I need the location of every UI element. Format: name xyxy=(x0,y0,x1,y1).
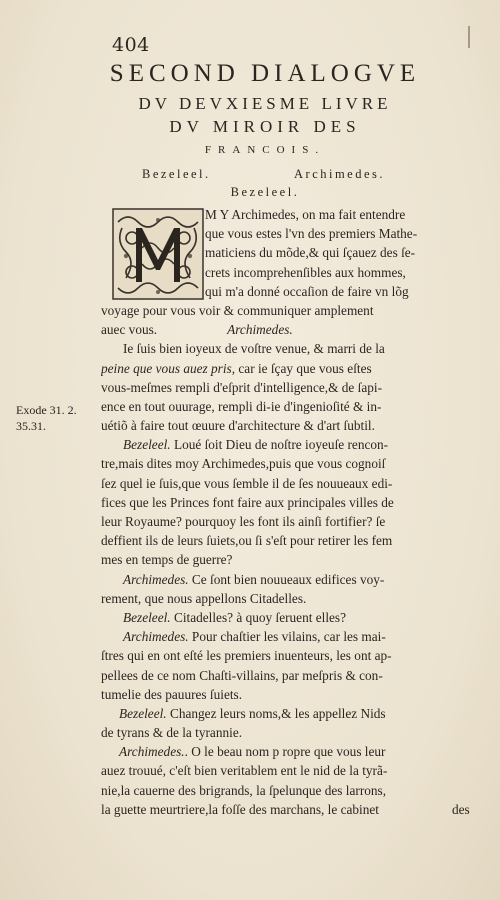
text-line: fices que les Princes font faire aux principales villes de xyxy=(101,494,394,510)
speaker-label: Archimedes. xyxy=(227,322,293,338)
page-number: 404 xyxy=(112,34,150,56)
speaker-label: Bezeleel. xyxy=(123,437,171,453)
marginal-note-line: 35.31. xyxy=(16,419,46,433)
text-run: Loué ſoit Dieu de noſtre ioyeuſe rencon- xyxy=(170,437,389,453)
text-line: leur Royaume? pourquoy les font ils ainſi fortifier? ſe xyxy=(101,514,386,529)
text-line xyxy=(101,570,481,589)
text-line: rement, que nous appellons Citadelles. xyxy=(101,590,307,606)
text-run-italic: peine que vous auez pris, xyxy=(101,360,236,376)
text-run: Citadelles? à quoy ſeruent elles? xyxy=(170,609,347,625)
catchword: des xyxy=(452,802,470,817)
speaker-center: Bezeleel. xyxy=(230,185,300,199)
heading-line-2: DV DEVXIESME LIVRE xyxy=(138,94,392,113)
text-line xyxy=(101,627,481,646)
text-line: que vous estes l'vn des premiers Mathe- xyxy=(205,226,418,242)
text-line: nie,la cauerne des brigrands, la ſpelunque des larrons, xyxy=(101,782,387,798)
text-line: ence en tout ouurage, rempli di-ie d'ingenioſité & in- xyxy=(101,398,382,414)
text-line: deffient ils de leurs ſuiets,ou ſi s'eſt pour retirer les fem xyxy=(101,533,393,549)
text-line: crets incomprehenſibles aux hommes, xyxy=(205,264,406,280)
text-line: tre,mais dites moy Archimedes,puis que vous cognoiſ xyxy=(101,456,386,472)
text-run: . O le beau nom p ropre que vous leur xyxy=(184,744,386,760)
text-line: ſtres qui en ont eſté les premiers inuenteurs, les ont ap- xyxy=(101,648,392,664)
text-run: car ie ſçay que vous eſtes xyxy=(235,360,372,376)
text-line: pellees de ce nom Chaſti-villains, par meſpris & con- xyxy=(101,667,383,683)
dialogue-text xyxy=(101,205,481,819)
heading-line-1: SECOND DIALOGVE xyxy=(109,60,421,87)
text-line: maticiens du mõde,& qui ſçauez des ſe- xyxy=(205,245,416,261)
text-line: uétiõ à faire tout œuure d'architecture & d'art ſubtil. xyxy=(101,418,375,434)
text-line: Ie ſuis bien ioyeux de voſtre venue, & marri de la xyxy=(123,341,385,357)
speaker-label: Archimedes. xyxy=(119,744,185,760)
text-line: qui m'a donné occaſion de faire vn lõg xyxy=(205,283,409,299)
text-run: auec vous. xyxy=(101,322,158,338)
text-line: tumelie des pauures ſuiets. xyxy=(101,686,243,702)
text-run: Ce ſont bien nouueaux edifices voy- xyxy=(188,571,385,587)
text-run: Pour chaſtier les vilains, car les mai- xyxy=(188,629,386,645)
heading-line-3: DV MIROIR DES xyxy=(169,117,361,136)
speaker-label: Archimedes. xyxy=(123,629,189,645)
marginal-note xyxy=(16,402,77,434)
speaker-label: Bezeleel. xyxy=(119,705,167,721)
text-line: vous-meſmes rempli d'eſprit d'intelligence,& de ſapi- xyxy=(101,379,382,395)
text-line xyxy=(101,742,481,761)
text-run: Changez leurs noms,& les appellez Nids xyxy=(166,705,386,721)
text-line: voyage pour vous voir & communiquer amplement xyxy=(101,302,374,318)
text-line: ſez quel ie ſuis,que vous ſemble il de ſes nouueaux edi- xyxy=(101,475,393,491)
text-line: la guette meurtriere,la foſſe des marchans, le cabinet xyxy=(101,801,379,817)
page-edge-mark xyxy=(468,26,470,48)
text-line xyxy=(101,435,481,454)
speaker-label: Archimedes. xyxy=(123,571,189,587)
text-line: M Y Archimedes, on ma fait entendre xyxy=(205,207,406,222)
text-line: de tyrans & de la tyrannie. xyxy=(101,725,243,741)
marginal-note-line: Exode 31. 2. xyxy=(16,403,77,417)
text-line xyxy=(101,359,481,378)
text-line xyxy=(101,608,481,627)
text-line xyxy=(101,704,481,723)
text-line xyxy=(101,320,481,339)
speaker-right: Archimedes. xyxy=(294,167,386,181)
heading-line-4: FRANCOIS. xyxy=(204,144,326,156)
text-line: mes en temps de guerre? xyxy=(101,552,233,568)
speaker-label: Bezeleel. xyxy=(123,609,171,625)
speaker-left: Bezeleel. xyxy=(142,167,211,181)
text-line: auez trouué, c'eſt bien veritablem ent le nid de la tyrã- xyxy=(101,763,388,779)
